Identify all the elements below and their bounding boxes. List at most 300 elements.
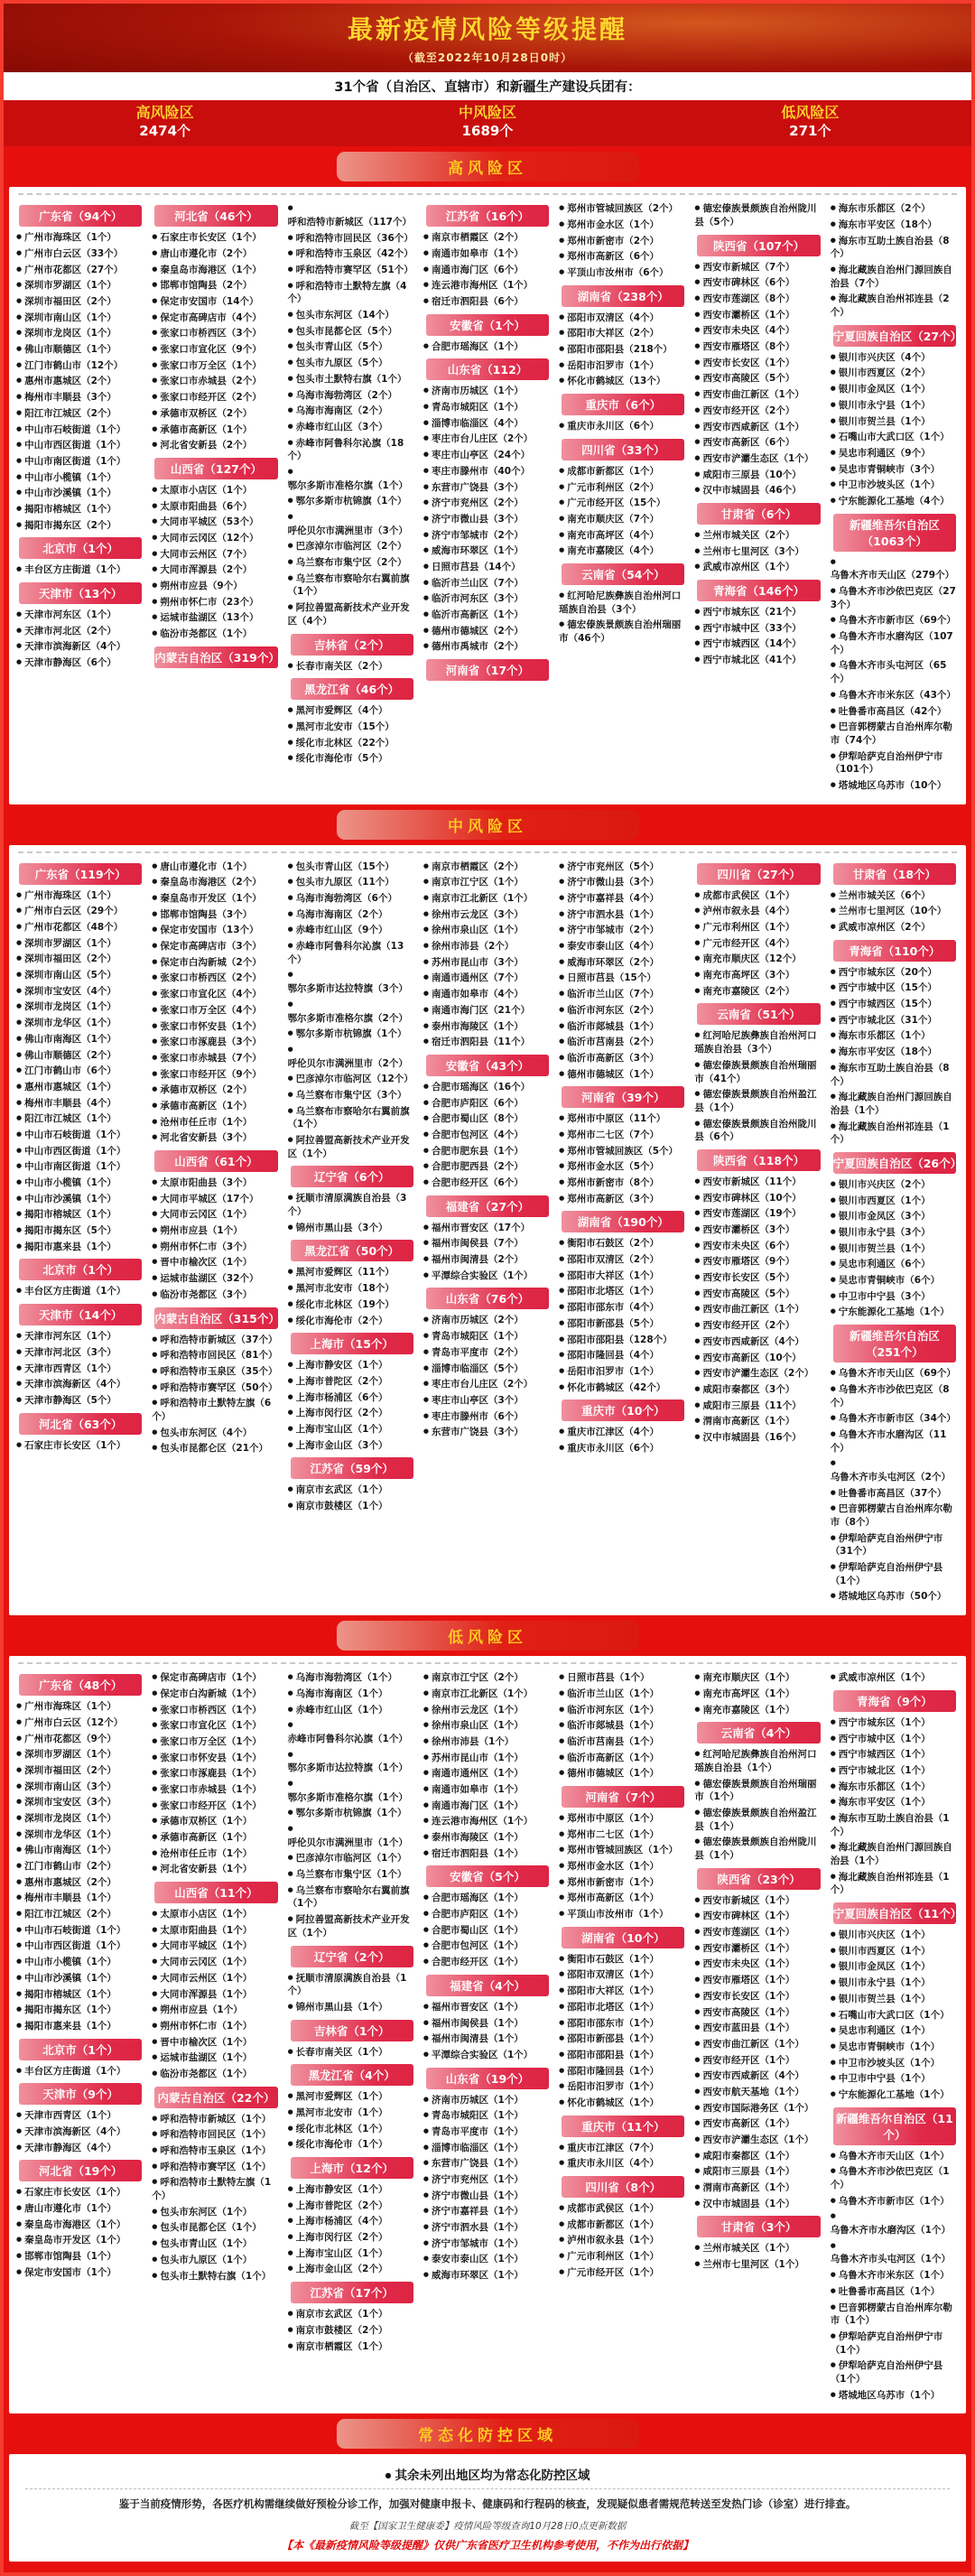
area-item: ● 大同市云州区（1个） [152, 1972, 253, 1984]
bullet-icon: ● [559, 990, 565, 998]
bullet-icon: ● [830, 690, 836, 698]
area-item: ● 朔州市怀仁市（1个） [152, 2020, 253, 2032]
area-item: ● 邵阳市双清区（1个） [559, 1969, 660, 1981]
bullet-icon: ● [830, 1429, 836, 1437]
bullet-icon: ● [16, 1893, 23, 1902]
bullet-icon: ● [559, 2002, 565, 2010]
province-header: 重庆市（11个） [562, 2116, 684, 2137]
area-item: ● 秦皇岛市海港区（1个） [16, 2218, 126, 2230]
area-item: ● 济宁市兖州区（2个） [422, 498, 524, 509]
area-item: ● 惠州市惠城区（2个） [16, 376, 116, 387]
area-item: ● 郑州市金水区（1个） [559, 1861, 660, 1873]
area-item: ● 南京市江宁区（2个） [422, 1672, 524, 1684]
province-header: 湖南省（190个） [562, 1211, 684, 1232]
area-item: ● 揭阳市榕城区（1个） [16, 1209, 116, 1221]
area-item: ● 绥化市海伦市（1个） [287, 2139, 388, 2151]
area-item: ● 乌海市海南区（1个） [287, 1688, 388, 1699]
province-header: 新疆维吾尔自治区（11个） [833, 2107, 956, 2145]
area-item: ● 中山市小榄镇（1个） [16, 1177, 116, 1189]
area-item: ● 宿迁市泗阳县（6个） [422, 296, 524, 308]
bullet-icon: ● [16, 2126, 23, 2134]
area-item: ● 包头市东河区（14个） [287, 310, 395, 321]
bullet-icon: ● [152, 1865, 158, 1873]
area-item: ● 唐山市遵化市（1个） [152, 860, 253, 872]
area-item: ● 济宁市兖州区（5个） [559, 860, 660, 872]
area-item: ● 徐州市沛县（1个） [422, 1735, 515, 1747]
area-item: ● 银川市金凤区（1个） [830, 384, 931, 395]
area-item: ● 西宁市城东区（21个） [694, 607, 802, 618]
bullet-icon: ● [830, 2390, 836, 2398]
bullet-icon: ● [152, 265, 158, 273]
bullet-icon: ● [152, 281, 158, 289]
bullet-icon: ● [287, 2248, 293, 2256]
bullet-icon: ● [694, 1895, 701, 1903]
bullet-icon: ● [559, 1162, 565, 1170]
bullet-icon: ● [830, 1179, 836, 1187]
bullet-icon: ● [16, 2267, 23, 2275]
area-item: ● 上海市闵行区（2个） [287, 1408, 388, 1419]
area-item: ● 临沂市河东区（1个） [559, 1704, 660, 1716]
bullet-icon: ● [694, 294, 701, 302]
area-item: ● 济宁市泗水县（1个） [422, 2222, 524, 2234]
area-item: ● 黑河市北安市（18个） [287, 1283, 395, 1295]
bullet-icon: ● [152, 408, 158, 416]
bullet-icon: ● [422, 434, 429, 442]
bullet-icon: ● [287, 2233, 293, 2241]
bullet-icon: ● [830, 236, 836, 244]
area-item: ● 天津市河北区（3个） [16, 1346, 116, 1358]
province-header: 北京市（1个） [19, 2039, 142, 2060]
area-item: ● 南充市顺庆区（1个） [694, 1672, 795, 1684]
area-item: ● 大同市平城区（1个） [152, 1940, 253, 1952]
bullet-icon: ● [694, 2167, 701, 2175]
area-item: ● 邵阳市邵东市（1个） [559, 2017, 660, 2029]
area-item: ● 中卫市中宁县（1个） [830, 2073, 931, 2085]
province-header: 北京市（1个） [19, 1259, 142, 1280]
province-header: 天津市（13个） [19, 582, 142, 604]
area-item: ● 临沂市兰山区（7个） [422, 577, 524, 589]
area-item: ● 咸阳市三原县（10个） [694, 469, 802, 480]
bullet-icon: ● [16, 233, 23, 241]
area-item: ● 郑州市高新区（3个） [559, 1193, 660, 1204]
province-header: 安徽省（43个） [426, 1055, 549, 1076]
bullet-icon: ● [287, 2092, 293, 2100]
area-item: ● 乌鲁木齐市米东区（1个） [830, 2270, 950, 2282]
bullet-icon: ● [830, 1798, 836, 1806]
area-item: ● 合肥市蜀山区（8个） [422, 1113, 524, 1125]
bullet-icon: ● [287, 1090, 293, 1098]
area-item: ● 武威市凉州区（2个） [830, 922, 931, 934]
bullet-icon: ● [694, 1321, 701, 1329]
bullet-icon: ● [152, 1053, 158, 1061]
bullet-icon: ● [152, 1085, 158, 1093]
area-item: ● 合肥市瑶海区（16个） [422, 1081, 531, 1093]
area-item: ● 伊犁哈萨克自治州伊宁市（101个） [830, 750, 943, 776]
province-header: 甘肃省（6个） [697, 503, 820, 525]
bullet-icon: ● [287, 2325, 293, 2333]
area-item: ● 巴彦淖尔市临河区（12个） [287, 1074, 413, 1085]
bullet-icon: ● [152, 909, 158, 917]
bullet-icon: ● [559, 1005, 565, 1013]
province-header: 黑龙江省（4个） [291, 2064, 413, 2086]
bullet-icon: ● [287, 2310, 293, 2318]
area-item: ● 合肥市肥西县（2个） [422, 1161, 524, 1173]
bullet-icon: ● [694, 1779, 701, 1787]
bullet-icon: ● [152, 233, 158, 241]
bullet-icon: ● [694, 1991, 701, 1999]
risk-sections [4, 146, 971, 2413]
area-item: ● 德宏傣族景颇族自治州陇川县（5个） [694, 203, 817, 228]
bullet-icon: ● [830, 1031, 836, 1039]
area-item: ● 丰台区方庄街道（1个） [16, 564, 126, 576]
area-item: ● 海北藏族自治州祁连县（1个） [830, 1121, 950, 1146]
area-item: ● 西安市曲江新区（1个） [694, 2038, 804, 2050]
bullet-icon: ● [559, 498, 565, 507]
area-item: ● 邵阳市双清区（2个） [559, 1254, 660, 1266]
bullet-icon: ● [830, 1121, 836, 1130]
bullet-icon: ● [559, 1829, 565, 1837]
area-item: ● 乌鲁木齐市沙依巴克区（273个） [830, 586, 956, 610]
area-item: ● 西安市雁塔区（9个） [694, 1256, 795, 1268]
area-item: ● 保定市安国市（14个） [152, 296, 259, 308]
area-item: ● 邯郸市馆陶县（3个） [152, 908, 253, 920]
area-item: ● 银川市永宁县（3个） [830, 1227, 931, 1239]
section-mid-column-3 [288, 858, 416, 1516]
bullet-icon: ● [830, 1459, 836, 1467]
area-item: ● 朔州市应县（1个） [152, 2004, 243, 2016]
area-item: ● 西安市浐灞生态区（2个） [694, 1368, 814, 1380]
section-high-column-7 [830, 200, 962, 795]
area-item: ● 吐鲁番市高昌区（42个） [830, 705, 947, 717]
area-item: ● 揭阳市揭东区（1个） [16, 2004, 116, 2016]
area-item: ● 西宁市城北区（31个） [830, 1014, 937, 1026]
bullet-icon: ● [152, 2114, 158, 2122]
bullet-icon: ● [559, 252, 565, 260]
area-item: ● 广元市利州区（1个） [694, 922, 795, 934]
area-item: ● 济宁市微山县（3个） [422, 513, 524, 525]
area-item: ● 西安市航天基地（1个） [694, 2086, 804, 2097]
area-item: ● 天津市静海区（4个） [16, 2142, 116, 2153]
bullet-icon: ● [152, 1382, 158, 1390]
area-item: ● 深圳市宝安区（4个） [16, 985, 116, 997]
area-item: ● 中山市沙溪镇（1个） [16, 1972, 116, 1984]
bullet-icon: ● [559, 345, 565, 353]
bullet-icon: ● [287, 497, 293, 505]
area-item: ● 承德市双桥区（2个） [152, 407, 253, 419]
area-item: ● 张家口市桥西区（2个） [152, 972, 262, 984]
area-item: ● 泰州市海陵区（1个） [422, 1832, 524, 1844]
bullet-icon: ● [830, 352, 836, 360]
area-item: ● 南通市通州区（1个） [422, 1768, 524, 1780]
area-item: ● 郑州市高新区（1个） [559, 1892, 660, 1904]
area-item: ● 西安市灞桥区（1个） [694, 1942, 795, 1954]
area-item: ● 南京市鼓楼区（2个） [287, 2324, 388, 2336]
area-item: ● 西宁市城东区（20个） [830, 966, 937, 978]
bullet-icon: ● [287, 249, 293, 257]
bullet-icon: ● [830, 1015, 836, 1023]
area-item: ● 邵阳市大祥区（2个） [559, 328, 660, 339]
bullet-icon: ● [559, 1862, 565, 1870]
bullet-icon: ● [152, 878, 158, 886]
area-item: ● 呼和浩特市赛罕区（51个） [287, 265, 413, 276]
area-item: ● 承德市高新区（1个） [152, 1832, 253, 1844]
area-item: ● 赤峰市阿鲁科尔沁旗（18个） [287, 437, 404, 462]
bullet-icon: ● [830, 1228, 836, 1236]
area-item: ● 南通市海门区（21个） [422, 1004, 531, 1016]
area-item: ● 西安市长安区（5个） [694, 1272, 795, 1284]
bullet-icon: ● [559, 2050, 565, 2058]
area-item: ● 上海市普陀区（2个） [287, 1375, 388, 1387]
area-item: ● 西安市新城区（1个） [694, 1894, 795, 1906]
section-panel-low [9, 1656, 966, 2413]
area-item: ● 呼和浩特市土默特左旗（4个） [287, 280, 407, 305]
area-item: ● 红河哈尼族彝族自治州河口瑶族自治县（3个） [559, 590, 682, 615]
bullet-icon: ● [152, 2239, 158, 2247]
bullet-icon: ● [152, 1427, 158, 1436]
bullet-icon: ● [830, 2241, 836, 2249]
area-item: ● 西安市新城区（11个） [694, 1176, 802, 1187]
bullet-icon: ● [287, 265, 293, 274]
area-item: ● 揭阳市揭东区（5个） [16, 1225, 116, 1237]
bullet-icon: ● [422, 2255, 429, 2263]
area-item: ● 西安市未央区（1个） [694, 1958, 795, 1970]
area-item: ● 西安市碑林区（1个） [694, 1911, 795, 1922]
area-item: ● 张家口市涿鹿县（3个） [152, 1037, 262, 1048]
area-item: ● 阿拉善盟高新技术产业开发区（4个） [287, 602, 410, 627]
bullet-icon: ● [694, 342, 701, 350]
stat-mid-risk-count: 1689个 [461, 122, 514, 139]
bullet-icon: ● [559, 1813, 565, 1821]
area-item: ● 南通市如皋市（1个） [422, 247, 524, 259]
bullet-icon: ● [559, 1769, 565, 1777]
poster-header [4, 4, 971, 72]
area-item: ● 红河哈尼族彝族自治州河口瑶族自治县（3个） [694, 1030, 817, 1056]
area-item: ● 合肥市庐阳区（1个） [422, 1909, 524, 1920]
area-item: ● 晋中市榆次区（1个） [152, 2036, 253, 2048]
area-item: ● 包头市土默特右旗（1个） [287, 373, 407, 385]
province-header: 江苏省（59个） [291, 1457, 413, 1479]
area-item: ● 揭阳市惠来县（1个） [16, 1241, 116, 1252]
area-item: ● 西安市蓝田县（1个） [694, 2023, 795, 2034]
bullet-icon: ● [559, 909, 565, 917]
area-item: ● 邵阳市新邵县（1个） [559, 2033, 660, 2045]
area-item: ● 郑州市新密市（8个） [559, 1177, 660, 1189]
area-item: ● 吴忠市青铜峡市（6个） [830, 1275, 941, 1287]
area-item: ● 乌鲁木齐市新市区（34个） [830, 1413, 956, 1425]
area-item: ● 德宏傣族景颇族自治州盈江县（1个） [694, 1807, 817, 1832]
area-item: ● 西安市西咸新区（4个） [694, 2070, 804, 2082]
area-item: ● 丰台区方庄街道（1个） [16, 2065, 126, 2077]
area-item: ● 兰州市城关区（1个） [694, 2243, 795, 2255]
bullet-icon: ● [559, 1753, 565, 1761]
bullet-icon: ● [559, 2219, 565, 2227]
area-item: ● 乌鲁木齐市头屯河区（65个） [830, 660, 947, 685]
bullet-icon: ● [830, 1930, 836, 1939]
area-item: ● 邵阳市隆回县（1个） [559, 2065, 660, 2077]
area-item: ● 西安市莲湖区（8个） [694, 293, 795, 305]
bullet-icon: ● [152, 377, 158, 385]
bullet-icon: ● [830, 2167, 836, 2175]
area-item: ● 合肥市包河区（4个） [422, 1129, 524, 1140]
area-item: ● 巴音郭楞蒙古自治州库尔勒市（74个） [830, 721, 952, 746]
area-item: ● 乌鲁木齐市水磨沟区（107个） [830, 631, 953, 656]
bullet-icon: ● [694, 1225, 701, 1233]
bullet-icon: ● [152, 990, 158, 998]
bullet-icon: ● [694, 278, 701, 286]
bullet-icon: ● [559, 2236, 565, 2244]
area-item: ● 呼和浩特市新城区（37个） [152, 1334, 278, 1345]
bullet-icon: ● [152, 2162, 158, 2170]
bullet-icon: ● [16, 2188, 23, 2196]
area-item: ● 上海市宝山区（1个） [287, 1423, 388, 1435]
bullet-icon: ● [422, 1941, 429, 1949]
bullet-icon: ● [830, 1563, 836, 1571]
section-mid-column-1 [16, 858, 144, 1455]
bullet-icon: ● [830, 2089, 836, 2097]
bullet-icon: ● [16, 1750, 23, 1758]
bullet-icon: ● [287, 1284, 293, 1292]
bullet-icon: ● [422, 1893, 429, 1902]
area-item: ● 中山市南区街道（1个） [16, 1161, 126, 1173]
bullet-icon: ● [830, 1291, 836, 1299]
bullet-icon: ● [287, 1688, 293, 1697]
area-item: ● 深圳市福田区（2个） [16, 1764, 116, 1776]
area-item: ●鄂尔多斯市准格尔旗（2个） [287, 1000, 408, 1024]
bullet-icon: ● [152, 973, 158, 981]
area-item: ● 巴彦淖尔市临河区（1个） [287, 1853, 407, 1865]
bullet-icon: ● [422, 1255, 429, 1263]
bullet-icon: ● [559, 2018, 565, 2026]
area-item: ● 中山市西区街道（1个） [16, 1145, 126, 1157]
province-header: 新疆维吾尔自治区（1063个） [833, 514, 956, 552]
bullet-icon: ● [830, 2196, 836, 2204]
bullet-icon: ● [830, 1813, 836, 1821]
bullet-icon: ● [152, 1688, 158, 1697]
area-item: ● 大同市云冈区（1个） [152, 1209, 253, 1221]
bullet-icon: ● [694, 1943, 701, 1951]
area-item: ● 咸阳市秦都区（3个） [694, 1383, 795, 1395]
area-item: ● 宁东能源化工基地（1个） [830, 2088, 950, 2100]
bullet-icon: ● [287, 326, 293, 334]
bullet-icon: ● [16, 1130, 23, 1138]
bullet-icon: ● [694, 310, 701, 318]
bullet-icon: ● [559, 1382, 565, 1390]
bullet-icon: ● [152, 597, 158, 605]
bullet-icon: ● [830, 464, 836, 472]
bullet-icon: ● [559, 2066, 565, 2074]
area-item: ● 咸阳市三原县（11个） [694, 1400, 802, 1411]
footer-section-banner: 常态化防控区域 [337, 2419, 639, 2449]
area-item: ● 包头市东河区（4个） [152, 1427, 253, 1438]
province-header: 宁夏回族自治区（11个） [833, 1902, 956, 1924]
bullet-icon: ● [694, 438, 701, 446]
province-header: 黑龙江省（46个） [291, 678, 413, 700]
bullet-icon: ● [830, 923, 836, 931]
area-item: ● 晋中市榆次区（1个） [152, 1257, 253, 1269]
area-item: ● 临沂市郯城县（1个） [559, 1720, 660, 1732]
area-item: ● 西安市高陵区（1个） [694, 2006, 795, 2018]
area-item: ● 南充市高坪区（3个） [694, 970, 795, 981]
bullet-icon: ● [152, 1753, 158, 1761]
bullet-icon: ● [694, 2071, 701, 2079]
area-item: ● 怀化市鹤城区（13个） [559, 376, 666, 387]
area-item: ● 西安市国际港务区（1个） [694, 2102, 814, 2114]
bullet-icon: ● [559, 2082, 565, 2090]
province-header: 安徽省（1个） [426, 314, 549, 336]
bullet-icon: ● [16, 1347, 23, 1355]
area-item: ● 石家庄市长安区（1个） [152, 232, 262, 244]
bullet-icon: ● [559, 1318, 565, 1326]
bullet-icon: ● [830, 416, 836, 424]
bullet-icon: ● [287, 1854, 293, 1862]
bullet-icon: ● [152, 1366, 158, 1374]
bullet-icon: ● [422, 2034, 429, 2042]
area-item: ● 合肥市蜀山区（1个） [422, 1924, 524, 1936]
bullet-icon: ● [694, 358, 701, 366]
bullet-icon: ● [830, 1384, 836, 1392]
bullet-icon: ● [152, 2207, 158, 2215]
area-item: ● 西安市曲江新区（1个） [694, 1304, 804, 1316]
area-item: ● 临沂市高新区（1个） [559, 1752, 660, 1763]
stat-low-risk-label: 低风险区 [781, 104, 840, 121]
bullet-icon: ● [287, 558, 293, 566]
area-item: ● 呼和浩特市赛罕区（50个） [152, 1381, 278, 1393]
bullet-icon: ● [559, 2034, 565, 2042]
bullet-icon: ● [422, 2238, 429, 2246]
bullet-icon: ● [830, 1781, 836, 1790]
area-item: ● 临沂市莒南县（2个） [559, 1037, 660, 1048]
bullet-icon: ● [422, 2002, 429, 2010]
bullet-icon: ● [559, 2252, 565, 2260]
area-item: ● 天津市河北区（2个） [16, 625, 116, 637]
area-item: ● 德宏傣族景颇族自治州瑞丽市（41个） [694, 1059, 817, 1084]
bullet-icon: ● [16, 1395, 23, 1403]
bullet-icon: ● [152, 1673, 158, 1681]
province-header: 天津市（14个） [19, 1304, 142, 1325]
area-item: ● 天津市西青区（1个） [16, 2110, 116, 2122]
area-item: ● 海东市互助土族自治县（8个） [830, 1062, 950, 1087]
bullet-icon: ● [287, 1973, 293, 1981]
area-item: ● 徐州市泉山区（1个） [422, 1720, 524, 1732]
bullet-icon: ● [16, 1363, 23, 1372]
area-item: ● 衡阳市石鼓区（1个） [559, 1953, 660, 1965]
area-item: ● 西安市曲江新区（1个） [694, 389, 804, 401]
bullet-icon: ● [830, 1063, 836, 1071]
bullet-icon: ● [16, 986, 23, 994]
area-item: ● 吐鲁番市高昌区（1个） [830, 2285, 941, 2297]
area-item: ● 郑州市金水区（1个） [559, 219, 660, 230]
bullet-icon: ● [16, 248, 23, 256]
province-header: 山东省（19个） [426, 2068, 549, 2089]
section-high-column-6 [694, 200, 822, 670]
area-item: ● 南京市栖霞区（1个） [287, 2340, 388, 2352]
bullet-icon: ● [422, 1037, 429, 1046]
area-item: ● 枣庄市滕州市（6个） [422, 1410, 524, 1422]
bullet-icon: ● [422, 1363, 429, 1372]
area-item: ● 吐鲁番市高昌区（37个） [830, 1487, 947, 1499]
bullet-icon: ● [422, 2223, 429, 2231]
bullet-icon: ● [152, 1833, 158, 1841]
bullet-icon: ● [152, 2223, 158, 2231]
bullet-icon: ● [152, 1334, 158, 1343]
province-header: 内蒙古自治区（319个） [154, 646, 277, 668]
area-item: ● 枣庄市台儿庄区（2个） [422, 1379, 534, 1390]
area-item: ● 朔州市怀仁市（3个） [152, 1241, 253, 1252]
bullet-icon: ● [16, 393, 23, 401]
bullet-icon: ● [559, 1255, 565, 1263]
section-high-column-2 [152, 200, 280, 673]
province-header: 内蒙古自治区（315个） [154, 1307, 277, 1329]
